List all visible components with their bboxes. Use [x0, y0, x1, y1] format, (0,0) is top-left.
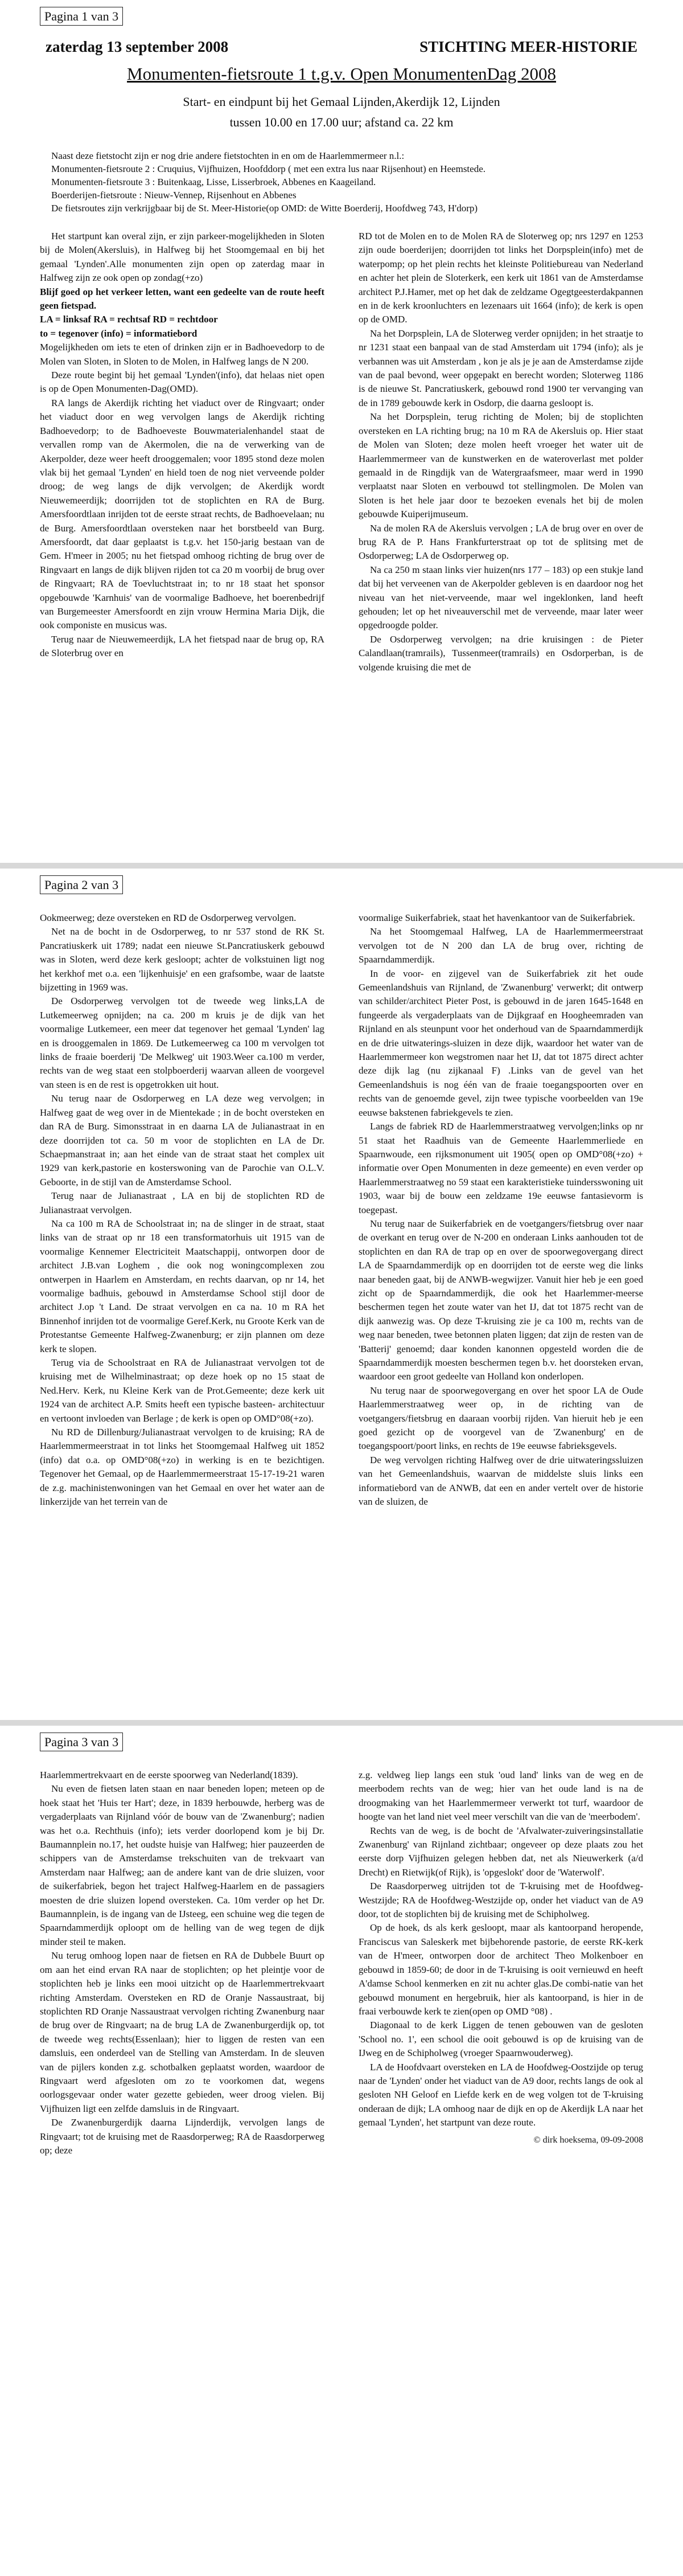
- legend-directions: LA = linksaf RA = rechtsaf RD = rechtdoor: [40, 314, 218, 325]
- paragraph: Deze route begint bij het gemaal 'Lynden'(info), dat helaas niet open is op de Open Monumenten-Dag(OMD).: [40, 370, 324, 395]
- paragraph: Haarlemmertrekvaart en de eerste spoorweg van Nederland(1839).: [40, 1770, 298, 1780]
- paragraph: Net na de bocht in de Osdorperweg, to nr 537 stond de RK St. Pancratiuskerk uit 1789; nadat een nieuwe St.Pancratiuskerk gebouwd was in Sloten, werd deze kerk gesloopt; achter de volkstuinen ligt nog het kerkhof met o.a. een 'lijkenhuisje' en een grafsombe, waar de laatste bijzetting in 1969 was.: [40, 926, 324, 993]
- intro-line: De fietsroutes zijn verkrijgbaar bij de St. Meer-Historie(op OMD: de Witte Boerderij, Hoofdweg 743, H'dorp): [51, 203, 478, 214]
- intro-line: Monumenten-fietsroute 3 : Buitenkaag, Lisse, Lisserbroek, Abbenes en Kaageiland.: [51, 177, 376, 187]
- paragraph: Nu terug naar de Suikerfabriek en de voetgangers/fietsbrug over naar de overkant en terug over de N-200 en onderaan Links aanhouden tot de stoplichten en dan RA de trap op en over de spoorwegovergang direct LA de Spaarndammerdijk op en doorrijden tot de eerste weg die links naar beneden gaat, bij de ANWB-wegwijzer. Vanuit hier heb je een goed zicht op de Spaarndammerdijk, die ook het Haarlemmer-meerse beschermen tegen het zoute water van het IJ, dat tot 1875 recht van de dijk aanwezig was. Op deze T-kruising zie je ca 100 m, rechts van de weg naar beneden, twee betonnen platen liggen; dat zijn de resten van de 'Batterij' genoemd; daar konden kanonnen opgesteld worden die de Spaarndammerdijk moesten beschermen tegen b.v. het doorsteken ervan, waardoor een groot gedeelte van Holland kon onderlopen.: [359, 1218, 643, 1382]
- page-number: Pagina 1 van 3: [40, 7, 123, 26]
- subtitle: Start- en eindpunt bij het Gemaal Lijnden,Akerdijk 12, Lijnden: [183, 95, 500, 109]
- intro-line: Naast deze fietstocht zijn er nog drie andere fietstochten in en om de Haarlemmermeer n.l.:: [51, 150, 405, 161]
- paragraph: Nu RD de Dillenburg/Julianastraat vervolgen to de kruising; RA de Haarlemmermeerstraat in tot links het Stoomgemaal Halfweg uit 1852 (info) dat o.a. op OMD°08(+zo) in werking is en te bezichtigen. Tegenover het Gemaal, op de Haarlemmermeerstraat 15-17-19-21 waren de z.g. machinistenwoningen van het Gemaal en over het water aan de linkerzijde van het terrein van de: [40, 1427, 324, 1508]
- paragraph: RD tot de Molen en to de Molen RA de Sloterweg op; nrs 1297 en 1253 zijn oude boerderijen; doorrijden tot links het Dorpsplein(info) met de waterpomp; op het plein rechts het kleinste Politiebureau van Nederland en achter het plein de Sloterkerk, een kerk uit 1861 van de Amsterdamse architect P.J.Hamer, met op het dak de zeldzame Ogegtgeesterdakpannen en in de kerk kroonluchters en lezenaars uit 1664 (info); de kerk is open op de OMD.: [359, 231, 643, 325]
- paragraph: Op de hoek, ds als kerk gesloopt, maar als kantoorpand heropende, Franciscus van Saleskerk met bijbehorende pastorie, de eerste RK-kerk van de H'meer, ontworpen door de architect Theo Molkenboer en gebouwd in 1859-60; de door in de T-kruising is ooit vernieuwd en heeft A'damse School kenmerken en zit nu achter glas.De combi-natie van het gebouwd monument en hergebruik, hier als kantoorpand, is hier in de fraai verbouwde kerk te zien(open op OMD °08) .: [359, 1922, 643, 2017]
- paragraph: voormalige Suikerfabriek, staat het havenkantoor van de Suikerfabriek.: [359, 912, 635, 923]
- paragraph: Nu terug naar de spoorwegovergang en over het spoor LA de Oude Haarlemmerstraatweg weer op, in de richting van de voetgangers/fietsbrug en daaraan voorbij rijden. Van hieruit heb je een goed gezicht op de voorgevel van de 'Zwanenburg' en de toegangspoort/poort links, en rechts de 19e eeuwse fabrieksgevels.: [359, 1385, 643, 1452]
- paragraph: De Osdorperweg vervolgen; na drie kruisingen : de Pieter Calandlaan(tramrails), Tussenmeer(tramrails) en Osdorperban, is de volgende kruising die met de: [359, 633, 643, 673]
- legend-info: to = tegenover (info) = informatiebord: [40, 327, 198, 339]
- paragraph: Terug naar de Julianastraat , LA en bij de stoplichten RD de Julianastraat vervolgen.: [40, 1190, 324, 1215]
- date: zaterdag 13 september 2008: [46, 38, 229, 55]
- warning-paragraph: Blijf goed op het verkeer letten, want een gedeelte van de route heeft geen fietspad.: [40, 286, 324, 312]
- paragraph: Terug via de Schoolstraat en RA de Julianastraat vervolgen tot de kruising met de Wilhelminastraat; op deze hoek op no 15 staat de Ned.Herv. Kerk, nu Kleine Kerk van de Prot.Gemeente; deze kerk uit 1924 van de architect A.P. Smits heeft een typische basteen- architectuur en vertoont invloeden van Berlage ; de kerk is open op OMD°08(+zo).: [40, 1357, 324, 1424]
- columns: [40, 1768, 643, 2157]
- paragraph: Langs de fabriek RD de Haarlemmerstraatweg vervolgen;links op nr 51 staat het Raadhuis van de Gemeente Haarlemmerliede en Spaarnwoude, een rijksmonument uit 1905( open op OMD°08(+zo) + informatie over Open Monumenten in deze gemeente) en even verder op Haarlemmerstraatweg no 59 staat een karakteristieke tuindersswoning uit 1903, waar bij de bouw een zeldzame 19e eeuwse fantasievorm is toegepast.: [359, 1121, 643, 1215]
- paragraph: De Zwanenburgerdijk daarna Lijnderdijk, vervolgen langs de Ringvaart; tot de kruising met de Raasdorperweg; RA de Raasdorperweg op; deze: [40, 2117, 324, 2156]
- page-3: [0, 1726, 683, 2576]
- paragraph: Het startpunt kan overal zijn, er zijn parkeer-mogelijkheden in Sloten bij de Molen(Akersluis), in Halfweg bij het Stoomgemaal en bij het gemaal 'Lynden'.Alle monumenten zijn open op zaterdag maar in Halfweg zijn ze ook open op zondag(+zo): [40, 231, 324, 284]
- paragraph: z.g. veldweg liep langs een stuk 'oud land' links van de weg en de meerbodem rechts van de weg; hier van het oude land is na de droogmaking van het Haarlemmermeer verwerkt tot turf, waardoor de hoogte van het land niet veel meer verschilt van die van de 'meerbodem'.: [359, 1770, 643, 1823]
- paragraph: Nu terug naar de Osdorperweg en LA deze weg vervolgen; in Halfweg gaat de weg over in de Mientekade ; in de bocht oversteken en dan RA de Burg. Simonsstraat in en daarna LA de Julianastraat in en deze doorrijden tot ca. 50 m voor de stoplichten en LA de Dr. Schaepmanstraat in; aan het einde van de straat staat het complex uit 1929 van kerk,pastorie en kosterswoning van de Parochie van O.L.V. Geboorte, in de stijl van de Amsterdamse School.: [40, 1093, 324, 1187]
- page-2: [0, 869, 683, 1720]
- right-column: [359, 911, 643, 1509]
- paragraph: Na het Dorpsplein, LA de Sloterweg verder opnijden; in het straatje to nr 1231 staat een banpaal van de stad Amsterdam uit 1794 (info); als je verbannen was uit Amsterdam , kon je als je je aan de Amsterdamse zijde van de paal bevond, weer opgepakt en berecht worden; Sloterweg 1186 is de nieuwe St. Pancratiuskerk, gebouwd rond 1900 ter vervanging van de in 1789 gebouwde kerk in Osdorp, die daarna gesloopt is.: [359, 327, 643, 408]
- left-column: [40, 230, 324, 674]
- copyright-footer: © dirk hoeksema, 09-09-2008: [533, 2135, 643, 2145]
- paragraph: De Osdorperweg vervolgen tot de tweede weg links,LA de Lutkemeerweg opnijden; na ca. 200 m kruis je de dijk van het voormalige Lutkemeer, een meer dat tegenover het gemaal 'Lynden' lag en is drooggemalen in 1869. De Lutkemeerweg ca 100 m vervolgen tot links de fraaie boerderij 'De Melkweg' uit 1903.Weer ca.100 m verder, rechts van de weg staat een stolpboerderij waarvan alleen de voorgevel van steen is en de rest is opgetrokken uit hout.: [40, 996, 324, 1090]
- paragraph: De weg vervolgen richting Halfweg over de drie uitwateringssluizen van het Gemeenlandshuis, waarvan de middelste sluis links een informatiebord van de ANWB, dat een en ander vertelt over de historie van de sluizen, de: [359, 1454, 643, 1508]
- paragraph: LA de Hoofdvaart oversteken en LA de Hoofdweg-Oostzijde op terug naar de 'Lynden' onder het viaduct van de A9 door, rechts langs de ook al gesloten NH Geloof en Liefde kerk en de weg volgen tot de T-kruising onderaan de dijk; LA omhoog naar de dijk en op de Akerdijk LA naar het gemaal 'Lynden', het startpunt van deze route.: [359, 2061, 643, 2128]
- paragraph: Diagonaal to de kerk Liggen de tenen gebouwen van de gesloten 'School no. 1', een school die ooit gebouwd is op de kruising van de IJweg en de Schipholweg (vroeger Spaarnwouderweg).: [359, 2020, 643, 2059]
- paragraph: Na ca 250 m staan links vier huizen(nrs 177 – 183) op een stukje land dat bij het verveenen van de Akerpolder gebleven is en daardoor nog het niveau van het niet-verveende, maar wel ingeklonken, land heeft gehouden; let op het niveauverschil met de verveende, maar later weer opgedroogde polder.: [359, 564, 643, 631]
- right-column: [359, 1768, 643, 2157]
- paragraph: Na de molen RA de Akersluis vervolgen ; LA de brug over en over de brug RA de P. Hans Frankfurterstraat op tot de splitsing met de Osdorperweg; LA de Osdorperweg op.: [359, 522, 643, 562]
- intro-block: [40, 149, 643, 215]
- paragraph: Na ca 100 m RA de Schoolstraat in; na de slinger in de straat, staat links van de straat op nr 18 een transformatorhuis uit 1915 van de voormalige Kennemer Electriciteit Maatschappij, ontworpen door de architect J.B.van Loghem , die ook nog woningcomplexen zou ontwerpen in Haarlem en Amsterdam, en rechts daarvan, op nr 14, het voormalige badhuis, gebouwd in Amsterdamse School stijl door de architect J.op 't Land. De straat vervolgen en ca na. 10 m RA het Binnenhof inrijden tot de voormalige Geref.Kerk, nu Groote Kerk van de Protestantse Gemeente Halfweg-Zwanenburg; er zijn plannen om deze kerk te slopen.: [40, 1218, 324, 1354]
- left-column: [40, 1768, 324, 2157]
- paragraph: In de voor- en zijgevel van de Suikerfabriek zit het oude Gemeenlandshuis van Rijnland, de 'Zwanenburg' verwerkt; dit ontwerp van schilder/architect Pieter Post, is gebouwd in de jaren 1645-1648 en fungeerde als vergaderplaats van de Dijkgraaf en Hoogheemraden van Rijnland en als steunpunt voor het onderhoud van de Spaarndammerdijk en de drie uitwaterings-sluizen in deze dijk, waardoor het water van de Haarlemmermeer kon wegstromen naar het IJ, dat tot 1875 direct achter deze dijk lag (nu zijkanaal F) .Links van de gevel van het Gemeenlandshuis is nog één van de fraaie toegangspoorten over en rechts van de genoemde gevel, zijn twee typische voorbeelden van 19e eeuwse bakstenen fabriekgevels te zien.: [359, 968, 643, 1118]
- paragraph: Nu terug omhoog lopen naar de fietsen en RA de Dubbele Buurt op om aan het eind ervan RA naar de stoplichten; op het pleintje voor de stoplichten heb je links een mooi uitzicht op de Haarlemmertrekvaart richting Amsterdam. Oversteken en RD de Oranje Nassaustraat, bij stoplichten RD Oranje Nassaustraat vervolgen richting Zwanenburg naar de brug over de Ringvaart; na de brug LA de Zwanenburgerdijk op, tot de tweede weg rechts(Essenlaan); hier to liggen de resten van een damsluis, een onderdeel van de Stelling van Amsterdam. In de sleuven van de pijlers konden z.g. schotbalken geplaatst worden, waardoor de Ringvaart werd afgesloten om zo te voorkomen dat, wegens oorlogsgevaar onder water gezette gebieden, weer droog vielen. Bij Vijfhuizen ligt een zelfde damsluis in de Ringvaart.: [40, 1950, 324, 2114]
- page-title: Monumenten-fietsroute 1 t.g.v. Open MonumentenDag 2008: [127, 64, 556, 84]
- intro-line: Monumenten-fietsroute 2 : Cruquius, Vijfhuizen, Hoofddorp ( met een extra lus naar Rijsenhout) en Heemstede.: [51, 163, 485, 174]
- time-distance: tussen 10.00 en 17.00 uur; afstand ca. 22 km: [229, 115, 454, 129]
- paragraph: Mogelijkheden om iets te eten of drinken zijn er in Badhoevedorp to de Molen van Sloten, in Sloten to de Molen, in Halfweg langs de N 200.: [40, 342, 324, 367]
- left-column: [40, 911, 324, 1509]
- paragraph: Terug naar de Nieuwemeerdijk, LA het fietspad naar de brug op, RA de Sloterbrug over en: [40, 633, 324, 659]
- paragraph: Na het Dorpsplein, terug richting de Molen; bij de stoplichten oversteken en LA richting brug; na 10 m RA de Akersluis op. Hier staat de Molen van Sloten; deze molen heeft vroeger het water uit de Haarlemmermeer van de kunstwerken en de wateroverlast met polder gemaald in de Ringdijk van de Watergraafsmeer, maar werd in 1990 verplaatst naar Sloten en verbouwd tot stellingmolen. De Molen van Sloten is het hele jaar door te bezoeken evenals het bij de molen gebouwde Kuiperijmuseum.: [359, 411, 643, 520]
- page-1: [0, 0, 683, 863]
- paragraph: RA langs de Akerdijk richting het viaduct over de Ringvaart; onder het viaduct door en weg vervolgen langs de Akerdijk richting Badhoevedorp; to de Badhoeveste Bouwmaterialenhandel staat de vervallen romp van de Akermolen, die na de verwerking van de Akerpolder, deze weer heeft drooggemalen; voor 1895 stond deze molen vlak bij het gemaal 'Lynden' en hield toen de nog niet verveende polder droog; de weg langs de dijk vervolgen; de Akerdijk wordt Nieuwemeerdijk; doorrijden tot de stoplichten en RA de Burg. Amersfoordtlaan inrijden tot de eerste straat rechts, de Badhoevelaan; nu de Burg. Amersfoordtlaan oversteken naar het borstbeeld van Burg. Amersfoordt, dat daar geplaatst is t.g.v. het 150-jarig bestaan van de Gem. H'meer in 2005; nu het fietspad omhoog richting de brug over de Ringvaart en langs de dijk blijven rijden tot ca 20 m voorbij de brug over de Ringvaart; RA de Toevluchtstraat in; to nr 18 staat het sponsor opgebouwde 'Karnhuis' van de voormalige Badhoeve, het boerenbedrijf van Burgemeester Amersfoordt en zijn vrouw Hermina Maria Dijk, die ook componiste en musicus was.: [40, 397, 324, 631]
- organization: STICHTING MEER-HISTORIE: [419, 38, 637, 55]
- paragraph: De Raasdorperweg uitrijden tot de T-kruising met de Hoofdweg-Westzijde; RA de Hoofdweg-Westzijde op, onder het viaduct van de A9 door, tot de stoplichten bij de kruising met de Schipholweg.: [359, 1881, 643, 1920]
- intro-line: Boerderijen-fietsroute : Nieuw-Vennep, Rijsenhout en Abbenes: [51, 190, 297, 200]
- page-number: Pagina 2 van 3: [40, 875, 123, 894]
- columns: [40, 230, 643, 674]
- header: [40, 38, 643, 56]
- right-column: [359, 230, 643, 674]
- paragraph: Rechts van de weg, is de bocht de 'Afvalwater-zuiveringsinstallatie Zwanenburg' van Rijnland zichtbaar; ongeveer op deze plaats zou het eerste dorp Vijfhuizen gelegen hebben dat, net als Nieuwerkerk (a/d Drecht) en Rietwijk(of Rijk), is 'opgeslokt' door de 'Waterwolf'.: [359, 1825, 643, 1878]
- paragraph: Na het Stoomgemaal Halfweg, LA de Haarlemmermeerstraat vervolgen tot de N 200 dan LA de brug over, richting de Spaarndammerdijk.: [359, 926, 643, 965]
- paragraph: Nu even de fietsen laten staan en naar beneden lopen; meteen op de hoek staat het 'Huis ter Hart'; deze, in 1839 herbouwde, herberg was de vergaderplaats van Rijnland vóór de bouw van de 'Zwanenburg'; nadien was het o.a. Rechthuis (info); iets verder doorlopend kom je bij Dr. Baumannplein no.17, het oudste huisje van Halfweg; hier pauzeerden de schippers van de Amsterdamse trekschuiten van de trekvaart van Amsterdam naar Halfweg; aan de andere kant van de drie sluizen, voor de suikerfabriek, begon het traject Halfweg-Haarlem en de passagiers moesten de drie sluizen lopend oversteken. Ca. 10m verder op het Dr. Baumannplein, is de ingang van de IJsteeg, een schuine weg die tegen de Spaarndammerdijk oploopt om de helling van de weg tegen de dijk minder steil te maken.: [40, 1783, 324, 1947]
- paragraph: Ookmeerweg; deze oversteken en RD de Osdorperweg vervolgen.: [40, 912, 297, 923]
- page-number: Pagina 3 van 3: [40, 1733, 123, 1751]
- columns: [40, 911, 643, 1509]
